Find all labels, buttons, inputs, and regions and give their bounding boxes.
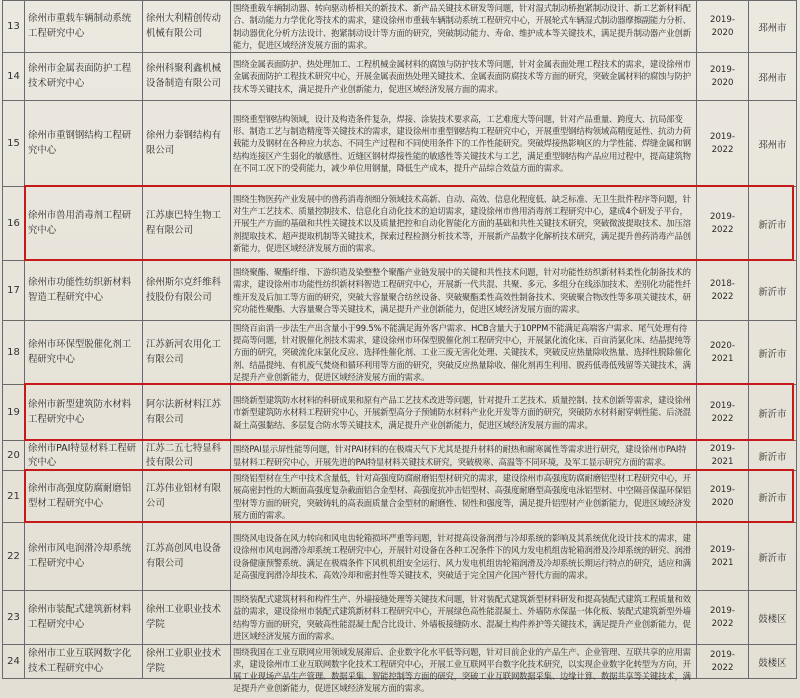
project-period: 2019- 2020: [710, 64, 735, 88]
table-row: [3, 385, 797, 441]
table-row: [3, 591, 797, 645]
project-period: 2019- 2022: [710, 131, 735, 155]
organization-name: 徐州斯尔克纤维科技股份有限公司: [146, 277, 222, 303]
table-row: [3, 321, 797, 385]
project-period: 2019- 2020: [710, 484, 735, 508]
row-number: 22: [7, 551, 20, 562]
project-description: 围绕PAI显示屏性能等问题，针对PAI材料的在极端天气下尤其是提升材料的耐热和耐寒属性等需求进行研究，建设徐州市PAI特显材料工程研究中心，开展先进的PAI特显材料关键技术研究，突破极寒、高温等不同环境，及军工显示研究方面的需求。: [233, 444, 687, 467]
project-table: [2, 0, 797, 694]
table-row: [3, 261, 797, 321]
center-name: 徐州市风电润滑冷却系统工程研究中心: [28, 543, 132, 569]
district-name: 新沂市: [758, 348, 787, 360]
organization-name: 阿尔法新材料江苏有限公司: [146, 399, 222, 425]
district-name: 邳州市: [758, 72, 787, 84]
district-name: 邳州市: [758, 139, 787, 151]
row-number: 13: [7, 21, 20, 32]
district-name: 新沂市: [758, 451, 787, 463]
district-name: 新沂市: [758, 552, 787, 564]
organization-name: 徐州大利精创传动机械有限公司: [146, 13, 222, 39]
center-name: 徐州市功能性纺织新材料智造工程研究中心: [28, 277, 132, 303]
table-row: [3, 645, 797, 679]
project-description: 围绕重型钢结构领域，设计及构造条件复杂，焊接、涂装技术要求高，工艺难度大等问题，针对产品重量、跨度大、抗局部变形、制造工艺与制造精度等关键技术的需求，建设徐州市重型钢结构工程研究中心，开展重型钢结构领域高精度延性、抗动力荷载能力及钢材在各种应力状态、不同生产过程和不同使用条件下的工作性能研究。突破焊接热影响区的力学性能、焊缝金属和钢结构连接区产生弱化的敏感性、近缝区钢材焊接性能的敏感性等关键技术与工艺，满足重型钢结构产品应用过程中，提高建筑物在不同工况下的受荷能力，减少单位用钢量，降低生产成本，提升产品综合效益方面的需求。: [233, 113, 691, 173]
project-period: 2019- 2021: [710, 544, 735, 568]
project-description: 围绕铝型材在生产中技术含量低，针对高强度防腐耐磨铝型材研究的需求，建设徐州市高强度防腐耐磨铝型材工程研究中心，开展高密封性的大断面高强度复杂截面铝合金型材、高强度抗冲击铝型材、高强度耐磨型高强度电泳铝型材、中空隔音保温环保铝型材等方面的研究，突破铸轧的高表面质量合金型材的耐磨性、韧性和强度等，满足提升铝型材产业创新能力，促进区域经济发展方面的需求。: [233, 473, 691, 520]
district-name: 鼓楼区: [758, 657, 787, 669]
organization-name: 江苏伟业铝材有限公司: [146, 483, 222, 509]
project-description: 围绕百亩消一步法生产出含量小于99.5%不能满足海外客户需求、HCB含量大于10PPM不能满足高端客户需求、尾气处理有待提高等问题，针对脱催化剂技术需求，建设徐州市环保型脱催化剂工程研究中心，开展氯化流化床、百亩消氯化床、结晶提纯等方面的研究，突破流化床氯化反应、选择性催化剂、工业三废无害化处理、关键技术，突破反应热量除收热量、选择性脱除催化剂、结晶提纯、有机废气焚烧和循环利用等方面的研究，突破反应热量除收、催化剂再生利用、脱药低毒低残留等关键技术，满足提升产业创新能力，促进区域经济发展方面的需求。: [233, 322, 691, 382]
district-name: 邳州市: [758, 22, 787, 34]
row-number: 14: [7, 71, 20, 82]
center-name: 徐州市环保型脱催化剂工程研究中心: [28, 339, 132, 365]
row-number: 24: [7, 656, 20, 667]
center-name: 徐州市新型建筑防水材料工程研究中心: [28, 399, 132, 425]
organization-name: 江苏新河农用化工有限公司: [146, 339, 222, 365]
row-number: 16: [7, 218, 20, 229]
table-row: [3, 523, 797, 591]
row-number: 18: [7, 347, 20, 358]
row-number: 20: [7, 450, 20, 461]
table-row: [3, 187, 797, 261]
organization-name: 徐州力泰钢结构有限公司: [146, 130, 222, 156]
table-row: [3, 1, 797, 53]
project-period: 2019- 2022: [710, 400, 735, 424]
organization-name: 江苏康巴特生物工程有限公司: [146, 210, 222, 236]
center-name: 徐州市重钢钢结构工程研究中心: [28, 130, 132, 156]
organization-name: 江苏二五七特显科技有限公司: [146, 442, 222, 468]
project-description: 围绕重载车辆制动器、转向驱动桥相关的新技术、新产品关键技术研发等问题，针对湿式制动桥抱紧制动设计、新工艺新材料配合、制动能力力学优化等技术的需求，建设徐州市重载车辆制动系统工程研究中心，开展轮式车辆湿式制动器摩擦副能力分析、制动器优化分析方法设计、抱紧制动设计等方面的研究，突破制动能力、寿命、维护成本等关键技术，满足提升制动器产业创新能力，促进区域经济发展方面的需求。: [233, 3, 691, 50]
district-name: 新沂市: [758, 408, 787, 420]
row-number: 23: [7, 612, 20, 623]
row-number: 19: [7, 407, 20, 418]
project-description: 围绕生物医药产业发展中的兽药消毒剂细分领域技术高新、自动、高效、信息化程度低、缺乏标准、无卫生批件程序等问题，针对生产工艺技术、质量控制技术、信息化自动化技术的迫切需求，建设徐州市兽用消毒剂工程研究中心，建成4个研发子平台，开展生产方面的基础和共性关键技术以及质量把控和自动化智能化方面的基础和共性关键技术研究，突破微波提取技术、加压溶剂提取技术、超声提取机制等关键技术，探索过程检测分析技术等，开展新产品数字化解析技术研究，满足提升兽药消毒产品创新能力，促进区域经济发展方面的需求。: [233, 193, 691, 253]
project-period: 2020- 2021: [710, 340, 735, 364]
center-name: 徐州市工业互联网数字化技术工程研究中心: [28, 648, 132, 674]
row-number: 17: [7, 285, 20, 296]
organization-name: 江苏高创风电设备有限公司: [146, 543, 222, 569]
center-name: 徐州市重载车辆制动系统工程研究中心: [28, 13, 132, 39]
project-period: 2019- 2021: [710, 443, 735, 467]
project-period: 2019- 2022: [710, 649, 735, 673]
table-row: [3, 53, 797, 101]
row-number: 15: [7, 138, 20, 149]
project-period: 2019- 2022: [710, 605, 735, 629]
organization-name: 徐州工业职业技术学院: [146, 648, 222, 674]
project-description: 围绕新型建筑防水材料的科研成果和原有产品工艺技术改进等问题，针对提升工艺技术、质量控制、技术创新等需求，建设徐州市新型建筑防水材料工程研究中心，开展新型高分子预铺防水材料产业化开发等方面的研究，突破防水材料耐穿刺性能、后浇混凝土高强黏结、多层复合防水等关键技术，满足提升产业创新能力，促进区域经济发展方面的需求。: [233, 395, 691, 430]
center-name: 徐州市兽用消毒剂工程研究中心: [28, 210, 132, 236]
district-name: 鼓楼区: [758, 613, 787, 625]
center-name: 徐州市装配式建筑新材料工程研究中心: [28, 604, 132, 630]
organization-name: 徐州工业职业技术学院: [146, 604, 222, 630]
project-description: 围绕我国在工业互联网应用领域发展滞后、企业数字化水平低等问题，针对目前企业的产品生产、企业管理、互联共享的应用需求，建设徐州市工业互联网数字化技术工程研究中心，开展工业互联网平台数字化技术研究，以实现企业数字化转型为方向，开展工业现场产品生产管理、数据采集、智能控制等方面的研究，突破工业互联网数据采集、边缘计算、数据共享等关键技术，满足提升产业创新能力，促进区域经济发展方面的需求。: [233, 646, 691, 694]
organization-name: 徐州科聚利鑫机械设备制造有限公司: [146, 63, 222, 89]
project-description: 围绕风电设备在风力转向和风电齿轮箱损坏严重等问题，针对提高设备润滑与冷却系统的影响及其系统优化设计技术的需求，建设徐州市风电润滑冷却系统工程研究中心，开展针对设备在各种工况条件下的风力发电机组齿轮箱润滑及冷却系统的研究、润滑设备健康预警系统、满足在极端条件下风机机组安全运行、风力发电机组齿轮箱润滑及冷却系统长期运行特点的研究，适应和满足高强度润滑冷却技术、高效冷却和密封性等关键技术，突破适于完全国产化国产替代方面的需求。: [233, 533, 691, 580]
project-description: 围绕聚酯、聚酯纤维、下游织造及染整整个聚酯产业链发展中的关键和共性技术问题，针对功能性纺织新材料柔性化制备技术的需求，建设徐州市功能性纺织新材料智造工程研究中心，开展新一代共混、共聚、多元、多组分在线添加技术、差别化功能性纤维开发及后加工等方面的研究，突破大容量聚合纺丝设备、突破聚酯柔性高效性制备技术、突破聚合物改性等多项关键技术，研究功能性聚酯、大容量聚合等关键技术，满足提升产业创新能力，促进区域经济发展方面的需求。: [233, 267, 691, 314]
project-period: 2018- 2022: [710, 278, 735, 302]
project-description: 围绕装配式建筑材料和构件生产、外墙接缝处理等关键技术问题，针对装配式建筑新型材料研发和提高装配式建筑工程质量和效益的需求，建设徐州市装配式建筑新材料工程研究中心，开展绿色高性能混凝土、外墙防水保温一体化板、装配式建筑新型外墙结构等方面的研究，突破高性能混凝土配合比设计、外墙板接缝防水、混凝土构件养护等关键技术，满足提升产业创新能力，促进区域经济发展方面的需求。: [233, 594, 691, 641]
center-name: 徐州市金属表面防护工程技术研究中心: [28, 63, 132, 89]
table-row: [3, 471, 797, 523]
district-name: 新沂市: [758, 286, 787, 298]
center-name: 徐州市PAI特显材料工程研究中心: [28, 442, 136, 468]
project-period: 2019- 2020: [710, 14, 735, 38]
center-name: 徐州市高强度防腐耐磨铝型材工程研究中心: [28, 483, 132, 509]
district-name: 新沂市: [758, 219, 787, 231]
district-name: 新沂市: [758, 492, 787, 504]
project-period: 2019- 2022: [710, 211, 735, 235]
table-row: [3, 441, 797, 471]
table-row: [3, 101, 797, 187]
project-description: 围绕金属表面防护、热处理加工、工程机械金属材料的腐蚀与防护技术等问题，针对金属表面处理工程技术的需求，建设徐州市金属表面防护工程技术研究中心，开展金属表面热处理关键技术、金属表面防腐技术等方面的研究，突破金属材料的腐蚀与防护技术等关键技术，满足提升产业创新能力，促进区域经济发展方面的需求。: [233, 59, 691, 94]
row-number: 21: [7, 491, 20, 502]
